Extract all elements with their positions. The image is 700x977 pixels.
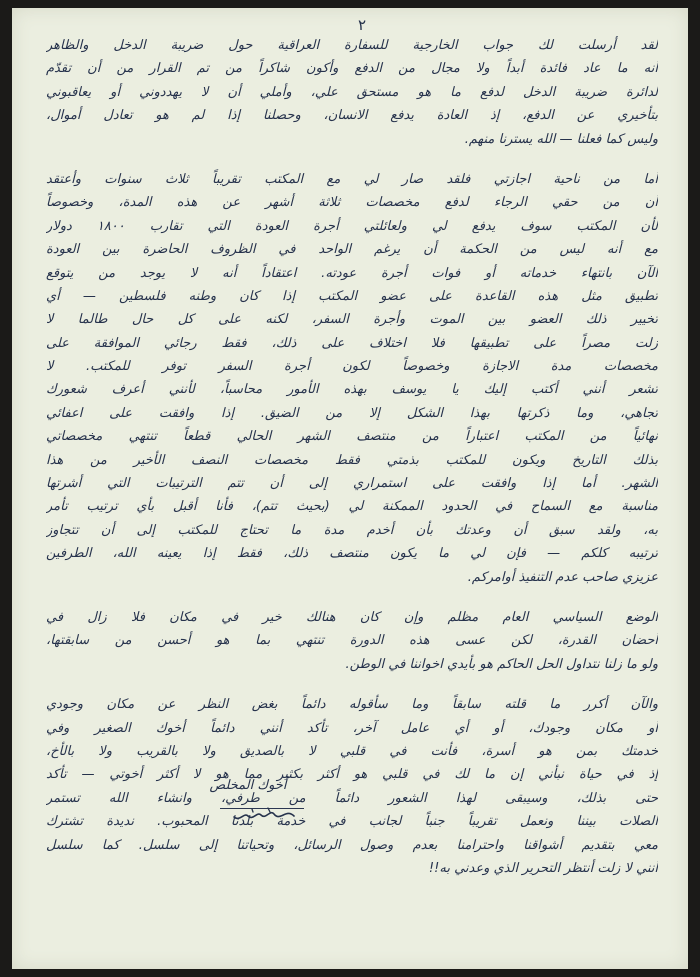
text-line: معي بتقديم أشواقنا واحترامنا بعدم وصول الرسائل، وتحياتنا إلى سلسل. كما سلسل xyxy=(46,837,658,853)
text-line: لدائرة ضريبة الدخل لدفع ما هو مستحق علي، وأملي أن لا يهددوني أو يعاقبوني xyxy=(46,84,658,100)
page-number: ٢ xyxy=(357,16,367,34)
letter-sheet xyxy=(12,8,688,969)
text-line: نهائياً من المكتب اعتباراً من منتصف الشهر الحالي قطعاً تنتهي مخصصاتي xyxy=(46,429,658,445)
text-line: لقد أرسلت لك جواب الخارجية للسفارة العراقية حول ضريبة الدخل والظاهر xyxy=(46,38,658,53)
text-line: عزيزي صاحب عدم التنفيذ أوامركم. xyxy=(467,569,658,585)
text-line: تخيير ذلك العضو بين الموت وأجرة السفر، لكنه على كل حال طالما لا xyxy=(46,312,658,328)
text-line: الآن بانتهاء خدماته أو فوات أجرة عودته. اعتقاداً أنه لا يوجد من يتوقع xyxy=(46,265,658,281)
text-line: تجاهي، وما ذكرتها بهذا الشكل إلا من الضيق. إذا وافقت على اعفائي xyxy=(46,405,658,421)
text-line: إذ في حياة نبأني إن ما لك في قلبي هو أكثر بكثير مما هو لا أكثر أخوتي — تأكد xyxy=(46,767,658,783)
text-line: أنه ما عاد فائدة أبداً ولا مجال من الدفع وأكون شاكراً من تم القرار من أن تقدّم xyxy=(46,61,658,77)
text-line: أنني لا زلت أنتظر التحرير الذي وعدني به!! xyxy=(428,860,658,876)
signoff: أخوك المخلص xyxy=(209,778,287,793)
text-line: مع أنه ليس من الحكمة أن يرغم الواحد في الظروف الحاضرة بين العودة xyxy=(46,242,658,258)
text-line: حتى بذلك، وسيبقى لهذا الشعور دائماً من طرفي، وانشاء الله تستمر xyxy=(46,790,658,806)
text-line: والآن أكرر ما قلته سابقاً وما سأقوله دائماً بغض النظر عن مكان وجودي xyxy=(46,697,658,713)
text-line: تشعر أنني أكتب إليك يا يوسف بهذه الأمور محاسباً، لأنني أعرف شعورك xyxy=(46,382,658,398)
paragraph-political xyxy=(46,606,658,676)
text-line: ترتيبه كلكم — فإن لي ما يكون منتصف ذلك، فقط إذا يعينه الله، الطرفين xyxy=(46,546,658,562)
text-line: مخصصات مدة الاجازة وخصوصاً لكون أجرة السفر توفر للمكتب. لا xyxy=(46,359,658,375)
text-line: الصلات بيننا ونعمل تقريباً جنباً لجانب في خدمة بلدنا المحبوب. نديدة تشترك xyxy=(46,814,658,830)
handwritten-signature xyxy=(228,804,298,834)
text-line: وليس كما فعلنا — الله يسترنا منهم. xyxy=(464,131,658,147)
text-line: أن من حقي الرجاء لدفع مخصصات ثلاثة أشهر عن هذه المدة، وخصوصاً xyxy=(46,195,658,211)
text-line: أحضان القدرة، لكن عسى هذه الدورة تنتهي بما هو أحسن من سابقتها، xyxy=(46,633,658,649)
text-line: الشهر. أما إذا وافقت على استمراري إلى أن تتم الترتيبات التي أشرتها xyxy=(46,476,658,492)
letter-body xyxy=(46,34,658,897)
text-line: أما من ناحية اجازتي فلقد صار لي مع المكتب تقريباً ثلاث سنوات وأعتقد xyxy=(46,171,658,187)
text-line: ولو ما زلنا نتداول الحل الحاكم هو بأيدي اخواننا في الوطن. xyxy=(345,656,658,672)
text-line: خدمتك بمن هو أسرة، فأنت في قلبي لا بالصديق ولا بالقريب ولا بالأخ، xyxy=(46,743,658,759)
text-line: بتأخيري عن الدفع، إذ العادة يدفع الانسان، وحصلنا إذا لم هو تعادل أموال، xyxy=(46,108,658,124)
text-line: مناسبة مع السماح في الحدود الممكنة لي (بحيث تتم)، فأنا أقبل بأي ترتيب تأمر xyxy=(46,499,658,515)
text-line: الوضع السياسي العام مظلم وإن كان هنالك خير في مكان فلا زال في xyxy=(46,609,658,625)
text-line: زلت مصراً على تطبيقها فلا اختلاف على ذلك، فقط رجائي الموافقة على xyxy=(46,335,658,351)
text-line: بذلك التاريخ ويكون للمكتب بذمتي فقط مخصصات النصف الأخير من هذا xyxy=(46,452,658,468)
text-line: لأن المكتب سوف يدفع لي ولعائلتي أجرة العودة التي تقارب ١٨٠٠ دولار xyxy=(46,218,658,234)
text-line: تطبيق مثل هذه القاعدة على عضو المكتب إذا كان وطنه فلسطين — أي xyxy=(46,288,658,304)
paragraph-closing xyxy=(46,693,658,880)
text-line: أو مكان وجودك، أو أي عامل آخر، تأكد أنني دائماً أخوك الصغير وفي xyxy=(46,720,658,736)
paragraph-tax xyxy=(46,34,658,151)
paragraph-leave xyxy=(46,168,658,589)
text-line: به، ولقد سبق أن وعدتك بأن أخدم مدة ما تحتاج للمكتب إلى أن تتجاوز xyxy=(46,522,658,538)
